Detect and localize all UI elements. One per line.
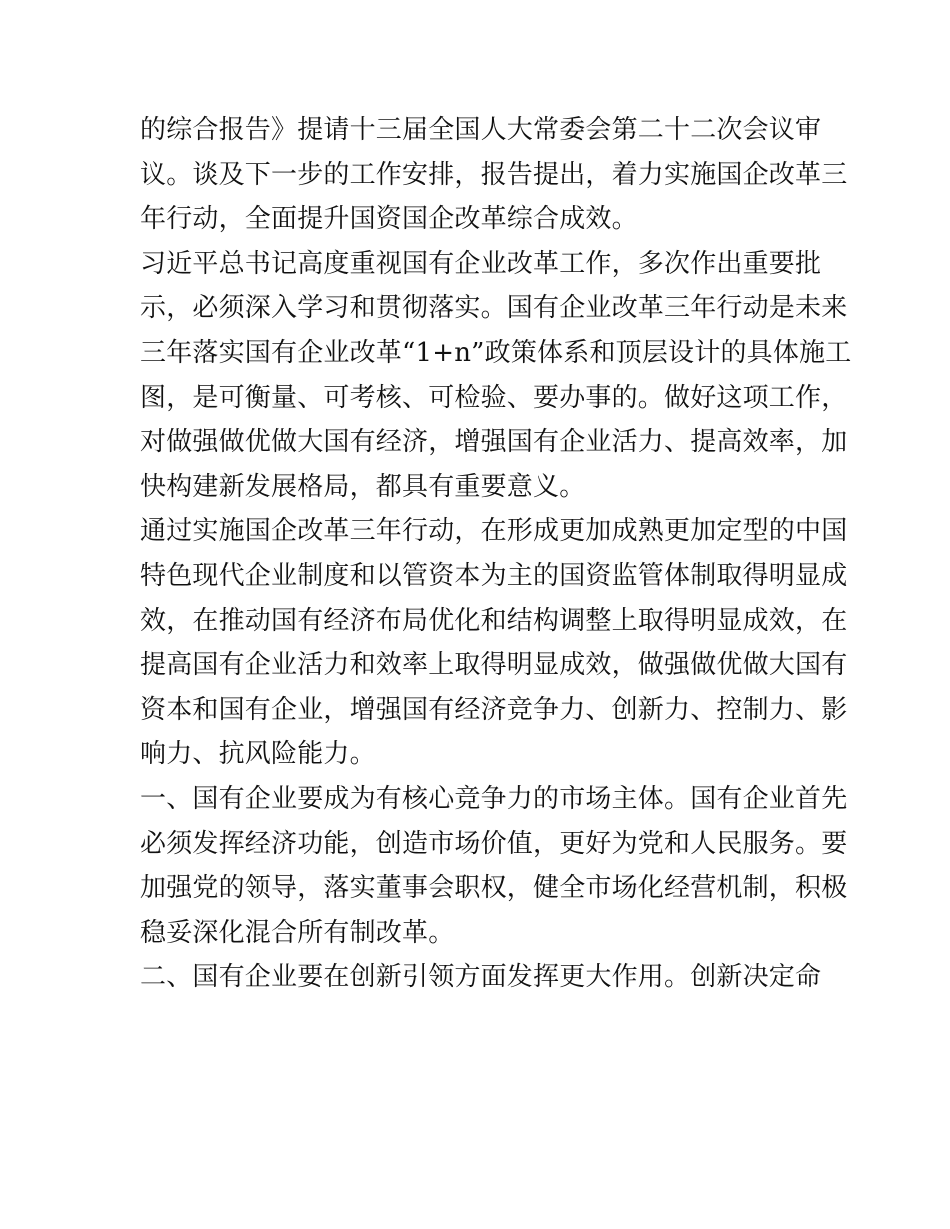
- text-line: 效，在推动国有经济布局优化和结构调整上取得明显成效，在: [140, 605, 848, 636]
- text-line: 对做强做优做大国有经济，增强国有企业活力、提高效率，加: [140, 427, 848, 458]
- text-line: 的综合报告》提请十三届全国人大常委会第二十二次会议审: [140, 115, 822, 145]
- text-line: 二、国有企业要在创新引领方面发挥更大作用。创新决定命: [140, 962, 822, 993]
- text-line: 稳妥深化混合所有制改革。: [140, 917, 455, 948]
- text-line: 习近平总书记高度重视国有企业改革工作，多次作出重要批: [140, 248, 822, 279]
- document-body: [140, 108, 852, 1000]
- text-line: 通过实施国企改革三年行动，在形成更加成熟更加定型的中国: [140, 516, 848, 547]
- text-line: 三年落实国有企业改革“1+n”政策体系和顶层设计的具体施工: [140, 337, 852, 368]
- text-line: 提高国有企业活力和效率上取得明显成效，做强做优做大国有: [140, 650, 848, 681]
- text-line: 图，是可衡量、可考核、可检验、要办事的。做好这项工作，: [140, 382, 848, 413]
- text-line: 年行动，全面提升国资国企改革综合成效。: [140, 204, 638, 235]
- text-line: 响力、抗风险能力。: [140, 739, 376, 770]
- text-line: 快构建新发展格局，都具有重要意义。: [140, 471, 586, 502]
- text-line: 必须发挥经济功能，创造市场价值，更好为党和人民服务。要: [140, 828, 848, 859]
- text-line: 一、国有企业要成为有核心竞争力的市场主体。国有企业首先: [140, 783, 848, 814]
- text-line: 示，必须深入学习和贯彻落实。国有企业改革三年行动是未来: [140, 293, 848, 324]
- text-line: 资本和国有企业，增强国有经济竞争力、创新力、控制力、影: [140, 694, 848, 725]
- text-line: 议。谈及下一步的工作安排，报告提出，着力实施国企改革三: [140, 159, 848, 190]
- text-line: 特色现代企业制度和以管资本为主的国资监管体制取得明显成: [140, 560, 848, 591]
- text-line: 加强党的领导，落实董事会职权，健全市场化经营机制，积极: [140, 873, 848, 904]
